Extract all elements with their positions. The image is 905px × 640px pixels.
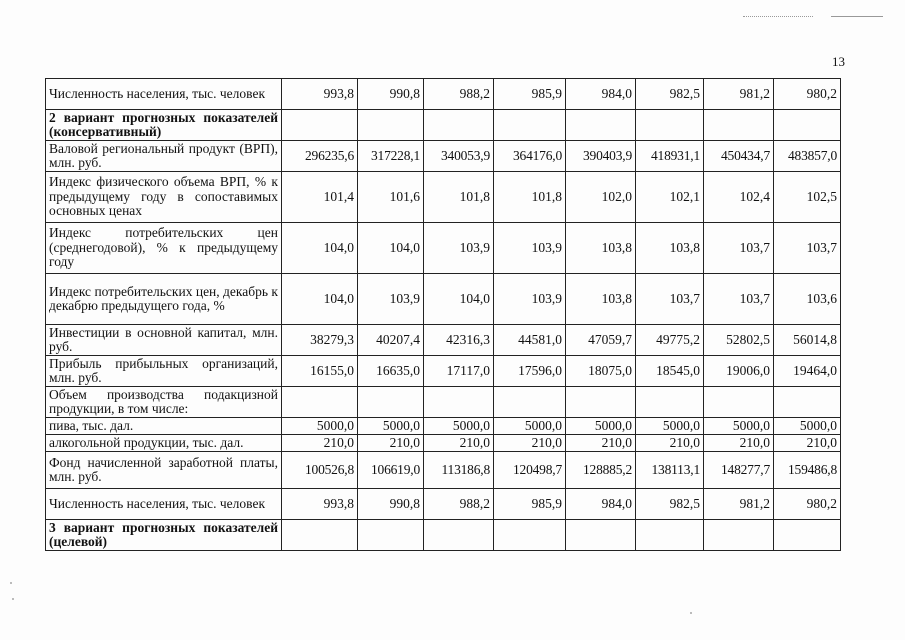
value-cell: 5000,0 (494, 418, 566, 435)
header-rule (831, 16, 883, 17)
value-cell: 102,1 (636, 172, 704, 223)
value-cell: 985,9 (494, 79, 566, 110)
table-row (46, 172, 841, 223)
value-cell: 106619,0 (358, 452, 424, 489)
page-number: 13 (832, 54, 845, 69)
value-cell: 18075,0 (566, 356, 636, 387)
value-cell: 104,0 (282, 274, 358, 325)
value-cell: 364176,0 (494, 141, 566, 172)
table-row (46, 418, 841, 435)
value-cell: 980,2 (774, 79, 841, 110)
table-row (46, 489, 841, 520)
indicator-label-cell: пива, тыс. дал. (46, 418, 282, 435)
value-cell: 138113,1 (636, 452, 704, 489)
value-cell: 210,0 (566, 435, 636, 452)
value-cell (566, 387, 636, 418)
value-cell: 981,2 (704, 79, 774, 110)
value-cell: 980,2 (774, 489, 841, 520)
value-cell (358, 387, 424, 418)
value-cell: 988,2 (424, 489, 494, 520)
value-cell: 103,8 (566, 223, 636, 274)
table-row (46, 520, 841, 551)
value-cell: 104,0 (282, 223, 358, 274)
value-cell: 5000,0 (282, 418, 358, 435)
value-cell (636, 387, 704, 418)
value-cell: 450434,7 (704, 141, 774, 172)
value-cell: 984,0 (566, 489, 636, 520)
value-cell: 103,6 (774, 274, 841, 325)
table-row (46, 435, 841, 452)
value-cell: 5000,0 (424, 418, 494, 435)
value-cell: 981,2 (704, 489, 774, 520)
value-cell: 993,8 (282, 79, 358, 110)
indicator-label-cell: Объем производства подакцизной продукции, в том числе: (46, 387, 282, 418)
section-heading-cell: 3 вариант прогнозных показателей (целевой) (46, 520, 282, 551)
value-cell (494, 387, 566, 418)
value-cell (282, 110, 358, 141)
value-cell: 159486,8 (774, 452, 841, 489)
value-cell: 5000,0 (358, 418, 424, 435)
value-cell: 52802,5 (704, 325, 774, 356)
value-cell: 5000,0 (636, 418, 704, 435)
value-cell: 18545,0 (636, 356, 704, 387)
value-cell: 390403,9 (566, 141, 636, 172)
value-cell (424, 520, 494, 551)
value-cell: 101,4 (282, 172, 358, 223)
value-cell: 5000,0 (774, 418, 841, 435)
value-cell: 103,8 (636, 223, 704, 274)
indicator-label-cell: Фонд начисленной заработной платы, млн. руб. (46, 452, 282, 489)
value-cell: 101,8 (424, 172, 494, 223)
indicator-label-cell: Численность населения, тыс. человек (46, 489, 282, 520)
value-cell: 49775,2 (636, 325, 704, 356)
table-row (46, 141, 841, 172)
indicator-label-cell: Численность населения, тыс. человек (46, 79, 282, 110)
header-dotted-line (743, 16, 813, 17)
value-cell: 44581,0 (494, 325, 566, 356)
value-cell (636, 520, 704, 551)
indicator-label-cell: Индекс физического объема ВРП, % к предыдущему году в сопоставимых основных ценах (46, 172, 282, 223)
value-cell: 982,5 (636, 489, 704, 520)
value-cell (424, 387, 494, 418)
value-cell (282, 387, 358, 418)
section-heading-cell: 2 вариант прогнозных показателей (консервативный) (46, 110, 282, 141)
value-cell: 418931,1 (636, 141, 704, 172)
table-row (46, 325, 841, 356)
table-row (46, 79, 841, 110)
value-cell: 17117,0 (424, 356, 494, 387)
value-cell: 210,0 (358, 435, 424, 452)
value-cell: 104,0 (424, 274, 494, 325)
value-cell (424, 110, 494, 141)
value-cell: 5000,0 (566, 418, 636, 435)
value-cell: 101,8 (494, 172, 566, 223)
value-cell: 103,8 (566, 274, 636, 325)
value-cell: 56014,8 (774, 325, 841, 356)
scan-speck (10, 582, 12, 584)
scan-speck (12, 598, 14, 600)
value-cell: 17596,0 (494, 356, 566, 387)
table-row (46, 452, 841, 489)
indicator-label-cell: Индекс потребительских цен, декабрь к декабрю предыдущего года, % (46, 274, 282, 325)
value-cell: 102,4 (704, 172, 774, 223)
value-cell (636, 110, 704, 141)
value-cell: 988,2 (424, 79, 494, 110)
indicator-label-cell: Валовой региональный продукт (ВРП), млн. руб. (46, 141, 282, 172)
table-row (46, 387, 841, 418)
value-cell: 103,9 (494, 274, 566, 325)
value-cell: 103,7 (774, 223, 841, 274)
value-cell: 42316,3 (424, 325, 494, 356)
header-marks (743, 14, 893, 20)
value-cell: 104,0 (358, 223, 424, 274)
value-cell: 990,8 (358, 489, 424, 520)
value-cell (704, 520, 774, 551)
value-cell: 210,0 (282, 435, 358, 452)
value-cell (566, 110, 636, 141)
value-cell (774, 387, 841, 418)
value-cell (566, 520, 636, 551)
value-cell: 102,0 (566, 172, 636, 223)
value-cell (494, 520, 566, 551)
value-cell: 16635,0 (358, 356, 424, 387)
value-cell: 113186,8 (424, 452, 494, 489)
table-row (46, 110, 841, 141)
value-cell: 103,7 (704, 274, 774, 325)
value-cell: 210,0 (424, 435, 494, 452)
value-cell: 128885,2 (566, 452, 636, 489)
value-cell: 47059,7 (566, 325, 636, 356)
indicator-label-cell: алкогольной продукции, тыс. дал. (46, 435, 282, 452)
value-cell: 296235,6 (282, 141, 358, 172)
table-row (46, 356, 841, 387)
value-cell: 102,5 (774, 172, 841, 223)
value-cell (494, 110, 566, 141)
value-cell (704, 110, 774, 141)
value-cell: 120498,7 (494, 452, 566, 489)
value-cell: 210,0 (494, 435, 566, 452)
value-cell: 982,5 (636, 79, 704, 110)
value-cell: 993,8 (282, 489, 358, 520)
value-cell: 210,0 (704, 435, 774, 452)
value-cell: 16155,0 (282, 356, 358, 387)
indicator-label-cell: Инвестиции в основной капитал, млн. руб. (46, 325, 282, 356)
value-cell (704, 387, 774, 418)
value-cell: 19006,0 (704, 356, 774, 387)
value-cell: 984,0 (566, 79, 636, 110)
value-cell: 103,9 (424, 223, 494, 274)
value-cell (282, 520, 358, 551)
forecast-table (45, 78, 841, 551)
value-cell: 38279,3 (282, 325, 358, 356)
value-cell (358, 520, 424, 551)
value-cell: 483857,0 (774, 141, 841, 172)
value-cell: 19464,0 (774, 356, 841, 387)
value-cell: 210,0 (636, 435, 704, 452)
indicator-label-cell: Прибыль прибыльных организаций, млн. руб. (46, 356, 282, 387)
value-cell: 210,0 (774, 435, 841, 452)
value-cell: 148277,7 (704, 452, 774, 489)
value-cell: 340053,9 (424, 141, 494, 172)
indicator-label-cell: Индекс потребительских цен (среднегодовой), % к предыдущему году (46, 223, 282, 274)
table-row (46, 223, 841, 274)
value-cell: 103,9 (494, 223, 566, 274)
value-cell (774, 110, 841, 141)
value-cell: 100526,8 (282, 452, 358, 489)
value-cell: 5000,0 (704, 418, 774, 435)
value-cell: 103,7 (636, 274, 704, 325)
value-cell (358, 110, 424, 141)
value-cell: 103,7 (704, 223, 774, 274)
value-cell: 985,9 (494, 489, 566, 520)
value-cell: 103,9 (358, 274, 424, 325)
value-cell: 317228,1 (358, 141, 424, 172)
value-cell: 990,8 (358, 79, 424, 110)
value-cell (774, 520, 841, 551)
table-row (46, 274, 841, 325)
value-cell: 101,6 (358, 172, 424, 223)
scan-speck (690, 612, 692, 614)
value-cell: 40207,4 (358, 325, 424, 356)
